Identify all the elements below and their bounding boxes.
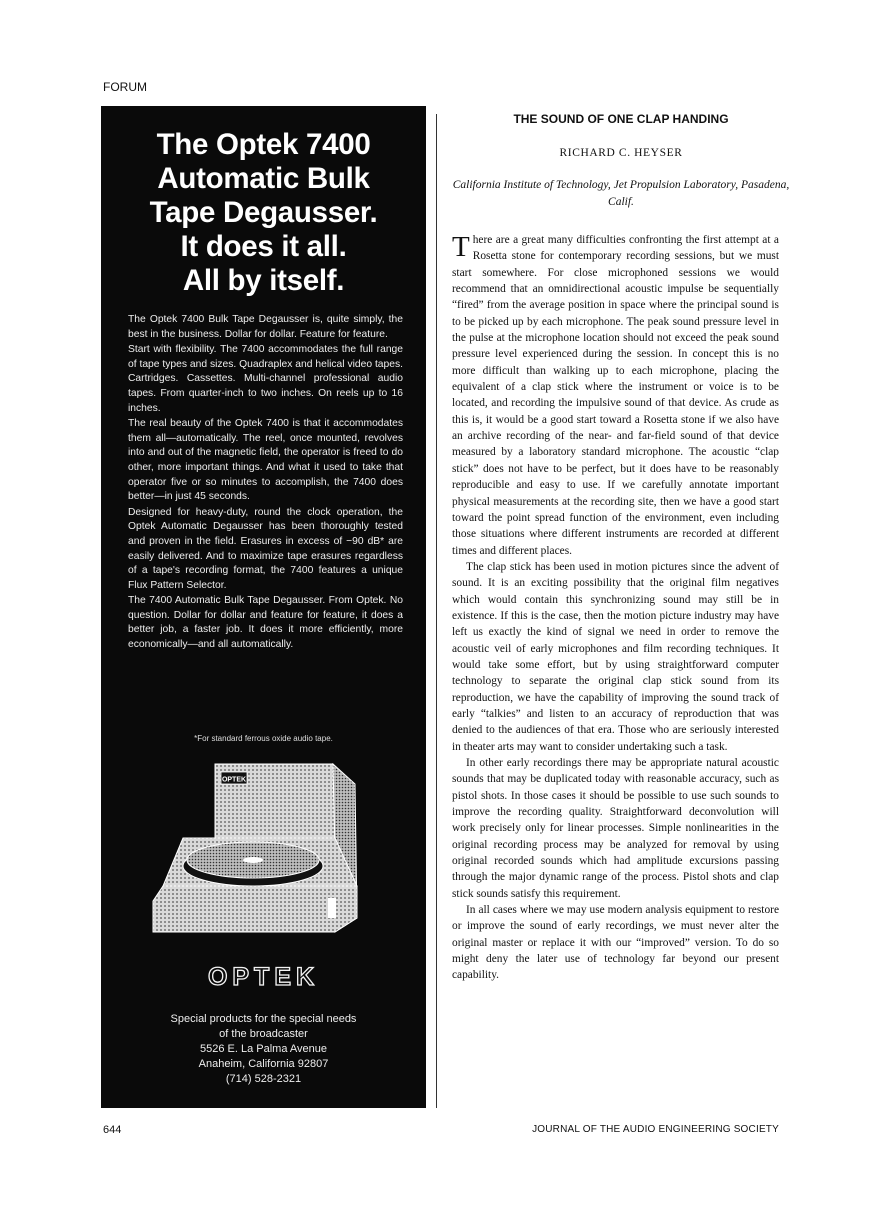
- device-turntable-hub: [243, 857, 263, 863]
- optek-advertisement: [101, 106, 426, 1108]
- article-body: [452, 232, 779, 984]
- device-front-handle: [328, 898, 336, 918]
- page-number: 644: [103, 1124, 122, 1136]
- device-label-text: OPTEK: [221, 776, 247, 784]
- ad-footnote: *For standard ferrous oxide audio tape.: [194, 734, 333, 743]
- ad-paragraph: The Optek 7400 Bulk Tape Degausser is, quite simply, the best in the business. Dollar for dollar. Feature for feature.: [128, 314, 403, 340]
- ad-paragraph: Start with flexibility. The 7400 accommodates the full range of tape types and sizes. Quadraplex and helical video tapes. Cartridges. Cassettes. Multi-channel professional audio tapes. From quarter-inch to two inches. On reels up to 16 inches.: [128, 344, 403, 414]
- device-front-panel: [153, 886, 357, 932]
- ad-paragraph: The real beauty of the Optek 7400 is that it accommodates them all—automatically. The reel, once mounted, revolves into and out of the magnetic field, the operator is freed to do other, more important things. And what it used to take that operator five or so minutes to accomplish, the 7400 does better—in just 45 seconds.: [128, 418, 403, 503]
- ad-paragraph: The 7400 Automatic Bulk Tape Degausser. From Optek. No question. Dollar for dollar and feature for feature, it does a better job, a faster job. It does it more efficiently, more economically—and all automatically.: [128, 595, 403, 651]
- ad-headline-line: All by itself.: [182, 264, 345, 297]
- optek-logo: OPTEK: [207, 963, 320, 991]
- drop-cap: T: [452, 231, 470, 263]
- article-paragraph: In all cases where we may use modern analysis equipment to restore or improve the sound of early recordings, we must never alter the original master or replace it with our “improved” version. To do so might deny the later use of technology far beyond our present capability.: [452, 904, 779, 982]
- journal-name: JOURNAL OF THE AUDIO ENGINEERING SOCIETY: [532, 1124, 779, 1135]
- article-paragraph: [452, 232, 779, 559]
- ad-contact-line: 5526 E. La Palma Avenue: [199, 1043, 327, 1055]
- ad-headline-line: The Optek 7400: [156, 128, 371, 161]
- ad-headline-line: Automatic Bulk: [157, 162, 370, 195]
- ad-contact-line: of the broadcaster: [219, 1028, 308, 1040]
- article-author: RICHARD C. HEYSER: [559, 147, 683, 159]
- ad-contact-line: Anaheim, California 92807: [198, 1058, 329, 1070]
- ad-headline-line: Tape Degausser.: [149, 196, 378, 229]
- article-paragraph: In other early recordings there may be appropriate natural acoustic sounds that may be duplicated today with reasonable accuracy, such as pistol shots. In those cases it should be possible to use such sounds to improve the recording quality. Straightforward deconvolution will work precisely only for linear processes. Simple nonlinearities in the original recording process may be analyzed for removal by using original recorded sounds which had amplitude excursions passing through the major dynamic range of the process. Pistol shots and clap stick sounds satisfy this requirement.: [452, 757, 779, 900]
- article-title: THE SOUND OF ONE CLAP HANDING: [513, 112, 729, 126]
- article-affiliation: California Institute of Technology, Jet Propulsion Laboratory, Pasadena, Calif.: [452, 179, 790, 208]
- column-divider: [436, 114, 437, 1108]
- ad-paragraph: Designed for heavy-duty, round the clock operation, the Optek Automatic Degausser has been thoroughly tested and proven in the field. Erasures in excess of −90 dB* are easily delivered. And to maximize tape erasures regardless of a tape's recording format, the 7400 features a unique Flux Pattern Selector.: [128, 506, 403, 591]
- ad-headline-line: It does it all.: [180, 230, 347, 263]
- ad-contact: [101, 1012, 426, 1087]
- ad-headline: [101, 128, 426, 298]
- section-label: FORUM: [103, 80, 147, 94]
- ad-contact-line: (714) 528-2321: [225, 1073, 302, 1085]
- ad-body: [128, 313, 403, 654]
- degausser-product-image: [143, 756, 393, 934]
- article-paragraph: The clap stick has been used in motion pictures since the advent of sound. It is an exciting possibility that the original film negatives which would contain this synchronizing sound may still be in existence. If this is the case, then the motion picture industry may have left us exactly the kind of signal we need in order to remove the acoustic veil of early microphones and film recording techniques. It would take some effort, but by using straightforward computer technology to separate the original clap stick sound from its reproduction, we have the capability of improving the sound track of early “talkies” and listen to an accuracy of reproduction that was denied to the audiences of that era. Those who are seriously interested in theater arts may want to consider undertaking such a task.: [452, 560, 779, 753]
- article-paragraph-text: here are a great many difficulties confronting the first attempt at a Rosetta stone for contemporary recording sessions, but we must start somewhere. For close microphoned sessions we would recommend that an omnidirectional acoustic impulse be sequentially “fired” from the average position in space where the principal sound is to be picked up by each microphone. The peak sound pressure level in the pulse at the microphone location should not exceed the peak sound pressure level experienced during the session. In concept this is no more difficult than walking up to each microphone, placing the equivalent of a clap stick where the instrument or voice is to be located, and recording the impulsive sound of that device. As crude as this is, it would be a good start toward a Rosetta stone if we also have an archive recording of the near- and far-field sound of that device measured by a laboratory standard microphone. The acoustic “clap stick” does not have to be perfect, but it does have to be reasonably reproducible and easy to use. If we carefully annotate important physical measurements at the recording site, then we have a good start toward the point spread function of the environment, even including those situations where different instruments are recorded at different times and different places.: [452, 234, 779, 557]
- ad-contact-line: Special products for the special needs: [170, 1013, 357, 1025]
